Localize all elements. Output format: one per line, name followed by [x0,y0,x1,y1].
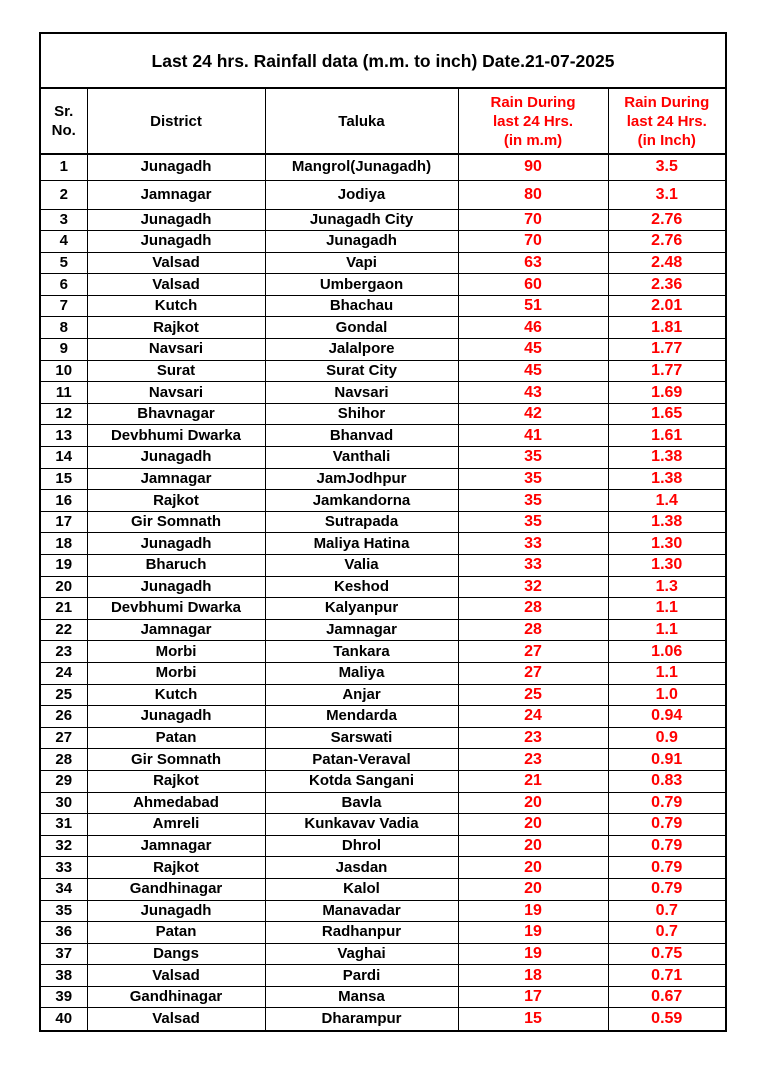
cell-sr-no: 20 [41,576,87,598]
cell-rain-inch: 0.79 [608,835,725,857]
cell-sr-no: 11 [41,382,87,404]
header-taluka: Taluka [265,89,458,154]
cell-taluka: Sarswati [265,727,458,749]
cell-sr-no: 24 [41,662,87,684]
cell-rain-inch: 0.79 [608,878,725,900]
cell-rain-mm: 63 [458,252,608,274]
table-header [41,89,725,154]
cell-taluka: Junagadh City [265,209,458,231]
cell-sr-no: 30 [41,792,87,814]
table-row [41,857,725,879]
cell-district: Rajkot [87,857,265,879]
cell-rain-inch: 0.9 [608,727,725,749]
cell-district: Junagadh [87,447,265,469]
cell-sr-no: 32 [41,835,87,857]
cell-taluka: Pardi [265,965,458,987]
cell-rain-inch: 0.75 [608,943,725,965]
cell-rain-mm: 33 [458,555,608,577]
cell-rain-inch: 0.79 [608,814,725,836]
cell-rain-inch: 1.30 [608,533,725,555]
table-row [41,274,725,296]
cell-rain-inch: 0.94 [608,706,725,728]
cell-sr-no: 17 [41,511,87,533]
cell-rain-inch: 1.38 [608,468,725,490]
table-row [41,403,725,425]
header-row [41,89,725,154]
cell-taluka: Shihor [265,403,458,425]
cell-district: Valsad [87,965,265,987]
cell-sr-no: 39 [41,986,87,1008]
cell-rain-mm: 43 [458,382,608,404]
cell-rain-inch: 2.48 [608,252,725,274]
table-row [41,576,725,598]
cell-sr-no: 14 [41,447,87,469]
cell-taluka: Gondal [265,317,458,339]
cell-rain-mm: 90 [458,154,608,180]
cell-taluka: Anjar [265,684,458,706]
cell-district: Devbhumi Dwarka [87,425,265,447]
cell-sr-no: 5 [41,252,87,274]
cell-taluka: Vanthali [265,447,458,469]
cell-taluka: Mendarda [265,706,458,728]
table-row [41,425,725,447]
cell-sr-no: 40 [41,1008,87,1030]
cell-rain-mm: 25 [458,684,608,706]
cell-rain-mm: 15 [458,1008,608,1030]
cell-taluka: Navsari [265,382,458,404]
cell-sr-no: 3 [41,209,87,231]
cell-district: Morbi [87,662,265,684]
cell-district: Junagadh [87,576,265,598]
cell-sr-no: 9 [41,339,87,361]
table-row [41,749,725,771]
cell-rain-inch: 2.76 [608,231,725,253]
cell-sr-no: 33 [41,857,87,879]
cell-rain-mm: 20 [458,857,608,879]
cell-rain-mm: 42 [458,403,608,425]
table-row [41,533,725,555]
cell-sr-no: 35 [41,900,87,922]
cell-taluka: Radhanpur [265,922,458,944]
header-mm-line3: (in m.m) [503,131,563,149]
header-inch-line2: last 24 Hrs. [626,112,707,130]
cell-district: Gandhinagar [87,986,265,1008]
cell-taluka: Jamnagar [265,619,458,641]
rainfall-table [41,89,725,1030]
table-row [41,706,725,728]
table-row [41,360,725,382]
cell-sr-no: 19 [41,555,87,577]
cell-district: Gandhinagar [87,878,265,900]
cell-sr-no: 7 [41,295,87,317]
cell-sr-no: 21 [41,598,87,620]
cell-sr-no: 22 [41,619,87,641]
cell-taluka: Kotda Sangani [265,770,458,792]
cell-rain-mm: 20 [458,814,608,836]
cell-sr-no: 28 [41,749,87,771]
cell-taluka: Vapi [265,252,458,274]
cell-rain-mm: 60 [458,274,608,296]
cell-rain-mm: 23 [458,727,608,749]
cell-district: Navsari [87,339,265,361]
table-row [41,231,725,253]
cell-rain-inch: 1.61 [608,425,725,447]
cell-district: Valsad [87,274,265,296]
cell-rain-inch: 2.01 [608,295,725,317]
cell-rain-mm: 20 [458,878,608,900]
cell-rain-mm: 24 [458,706,608,728]
cell-taluka: Bavla [265,792,458,814]
cell-taluka: Surat City [265,360,458,382]
cell-rain-inch: 1.69 [608,382,725,404]
cell-rain-mm: 17 [458,986,608,1008]
cell-district: Gir Somnath [87,511,265,533]
cell-sr-no: 34 [41,878,87,900]
table-row [41,922,725,944]
table-row [41,252,725,274]
cell-rain-inch: 0.79 [608,792,725,814]
table-row [41,900,725,922]
cell-rain-mm: 80 [458,180,608,209]
cell-rain-inch: 2.36 [608,274,725,296]
table-row [41,447,725,469]
cell-sr-no: 15 [41,468,87,490]
cell-rain-inch: 2.76 [608,209,725,231]
cell-taluka: Manavadar [265,900,458,922]
cell-district: Junagadh [87,900,265,922]
cell-taluka: Mangrol(Junagadh) [265,154,458,180]
cell-rain-inch: 1.77 [608,339,725,361]
cell-district: Ahmedabad [87,792,265,814]
cell-rain-inch: 0.83 [608,770,725,792]
cell-sr-no: 29 [41,770,87,792]
cell-district: Patan [87,727,265,749]
cell-taluka: JamJodhpur [265,468,458,490]
table-row [41,792,725,814]
cell-rain-inch: 1.1 [608,619,725,641]
cell-rain-mm: 35 [458,468,608,490]
cell-rain-inch: 0.7 [608,900,725,922]
cell-rain-mm: 28 [458,598,608,620]
cell-taluka: Maliya [265,662,458,684]
cell-sr-no: 10 [41,360,87,382]
cell-taluka: Jamkandorna [265,490,458,512]
cell-district: Patan [87,922,265,944]
cell-taluka: Jasdan [265,857,458,879]
cell-rain-inch: 1.65 [608,403,725,425]
cell-sr-no: 12 [41,403,87,425]
cell-rain-mm: 35 [458,447,608,469]
cell-sr-no: 25 [41,684,87,706]
cell-sr-no: 26 [41,706,87,728]
cell-taluka: Junagadh [265,231,458,253]
header-mm-line1: Rain During [490,93,576,111]
cell-rain-mm: 27 [458,662,608,684]
cell-district: Valsad [87,1008,265,1030]
cell-sr-no: 38 [41,965,87,987]
cell-rain-mm: 45 [458,360,608,382]
cell-district: Jamnagar [87,180,265,209]
cell-rain-inch: 0.71 [608,965,725,987]
cell-taluka: Jalalpore [265,339,458,361]
cell-taluka: Bhachau [265,295,458,317]
cell-rain-mm: 35 [458,511,608,533]
cell-sr-no: 16 [41,490,87,512]
cell-rain-mm: 28 [458,619,608,641]
table-row [41,598,725,620]
cell-taluka: Keshod [265,576,458,598]
cell-taluka: Vaghai [265,943,458,965]
cell-taluka: Mansa [265,986,458,1008]
cell-taluka: Bhanvad [265,425,458,447]
cell-district: Junagadh [87,154,265,180]
table-row [41,382,725,404]
cell-district: Morbi [87,641,265,663]
cell-rain-mm: 70 [458,209,608,231]
cell-district: Junagadh [87,533,265,555]
cell-rain-mm: 70 [458,231,608,253]
header-inch-line1: Rain During [624,93,710,111]
cell-rain-mm: 33 [458,533,608,555]
cell-taluka: Tankara [265,641,458,663]
table-row [41,684,725,706]
cell-district: Amreli [87,814,265,836]
table-row [41,1008,725,1030]
table-row [41,943,725,965]
header-sr-no [41,89,87,154]
cell-taluka: Maliya Hatina [265,533,458,555]
cell-taluka: Kalol [265,878,458,900]
header-district: District [87,89,265,154]
cell-rain-inch: 0.91 [608,749,725,771]
table-row [41,835,725,857]
cell-taluka: Patan-Veraval [265,749,458,771]
cell-rain-inch: 1.38 [608,511,725,533]
cell-rain-inch: 0.67 [608,986,725,1008]
cell-rain-inch: 1.4 [608,490,725,512]
cell-sr-no: 18 [41,533,87,555]
cell-sr-no: 36 [41,922,87,944]
cell-sr-no: 31 [41,814,87,836]
table-row [41,555,725,577]
cell-taluka: Valia [265,555,458,577]
table-row [41,965,725,987]
table-row [41,727,725,749]
header-mm-line2: last 24 Hrs. [492,112,574,130]
rainfall-sheet [39,32,727,1032]
cell-sr-no: 37 [41,943,87,965]
cell-rain-mm: 20 [458,792,608,814]
cell-rain-mm: 46 [458,317,608,339]
cell-rain-inch: 1.0 [608,684,725,706]
cell-rain-mm: 18 [458,965,608,987]
cell-rain-mm: 35 [458,490,608,512]
table-row [41,339,725,361]
header-rain-mm [458,89,608,154]
table-row [41,878,725,900]
cell-rain-mm: 23 [458,749,608,771]
table-row [41,468,725,490]
cell-rain-mm: 19 [458,922,608,944]
table-row [41,641,725,663]
cell-district: Navsari [87,382,265,404]
cell-sr-no: 23 [41,641,87,663]
cell-rain-mm: 19 [458,900,608,922]
cell-rain-inch: 1.77 [608,360,725,382]
table-body [41,154,725,1030]
table-row [41,986,725,1008]
cell-district: Rajkot [87,490,265,512]
cell-taluka: Dhrol [265,835,458,857]
table-row [41,180,725,209]
table-row [41,154,725,180]
table-row [41,511,725,533]
table-row [41,295,725,317]
cell-district: Bhavnagar [87,403,265,425]
cell-rain-inch: 1.38 [608,447,725,469]
cell-district: Valsad [87,252,265,274]
cell-district: Gir Somnath [87,749,265,771]
cell-district: Kutch [87,684,265,706]
cell-rain-mm: 32 [458,576,608,598]
cell-district: Rajkot [87,317,265,339]
table-row [41,317,725,339]
cell-rain-inch: 0.7 [608,922,725,944]
cell-district: Jamnagar [87,468,265,490]
cell-rain-inch: 1.1 [608,662,725,684]
cell-sr-no: 4 [41,231,87,253]
cell-sr-no: 1 [41,154,87,180]
cell-rain-inch: 3.5 [608,154,725,180]
cell-rain-mm: 41 [458,425,608,447]
sheet-title: Last 24 hrs. Rainfall data (m.m. to inch) Date.21-07-2025 [41,34,725,89]
cell-district: Junagadh [87,231,265,253]
cell-rain-mm: 27 [458,641,608,663]
cell-district: Devbhumi Dwarka [87,598,265,620]
cell-district: Junagadh [87,209,265,231]
cell-taluka: Sutrapada [265,511,458,533]
table-row [41,814,725,836]
cell-sr-no: 6 [41,274,87,296]
cell-rain-inch: 0.59 [608,1008,725,1030]
cell-taluka: Kunkavav Vadia [265,814,458,836]
cell-rain-mm: 19 [458,943,608,965]
cell-rain-inch: 1.30 [608,555,725,577]
cell-rain-inch: 1.06 [608,641,725,663]
cell-district: Bharuch [87,555,265,577]
cell-rain-mm: 45 [458,339,608,361]
table-row [41,209,725,231]
cell-rain-inch: 1.3 [608,576,725,598]
header-sr-line1: Sr. [54,103,74,120]
cell-rain-mm: 51 [458,295,608,317]
cell-district: Junagadh [87,706,265,728]
cell-sr-no: 8 [41,317,87,339]
cell-sr-no: 2 [41,180,87,209]
cell-rain-mm: 21 [458,770,608,792]
cell-district: Jamnagar [87,619,265,641]
cell-district: Surat [87,360,265,382]
cell-rain-inch: 1.81 [608,317,725,339]
table-row [41,490,725,512]
header-rain-inch [608,89,725,154]
table-row [41,662,725,684]
cell-taluka: Jodiya [265,180,458,209]
header-inch-line3: (in Inch) [637,131,696,149]
table-row [41,770,725,792]
cell-taluka: Umbergaon [265,274,458,296]
cell-district: Jamnagar [87,835,265,857]
cell-sr-no: 13 [41,425,87,447]
header-sr-line2: No. [51,122,76,139]
cell-district: Rajkot [87,770,265,792]
cell-taluka: Dharampur [265,1008,458,1030]
cell-rain-inch: 1.1 [608,598,725,620]
cell-district: Dangs [87,943,265,965]
cell-rain-inch: 0.79 [608,857,725,879]
cell-rain-mm: 20 [458,835,608,857]
cell-taluka: Kalyanpur [265,598,458,620]
cell-district: Kutch [87,295,265,317]
cell-rain-inch: 3.1 [608,180,725,209]
table-row [41,619,725,641]
cell-sr-no: 27 [41,727,87,749]
